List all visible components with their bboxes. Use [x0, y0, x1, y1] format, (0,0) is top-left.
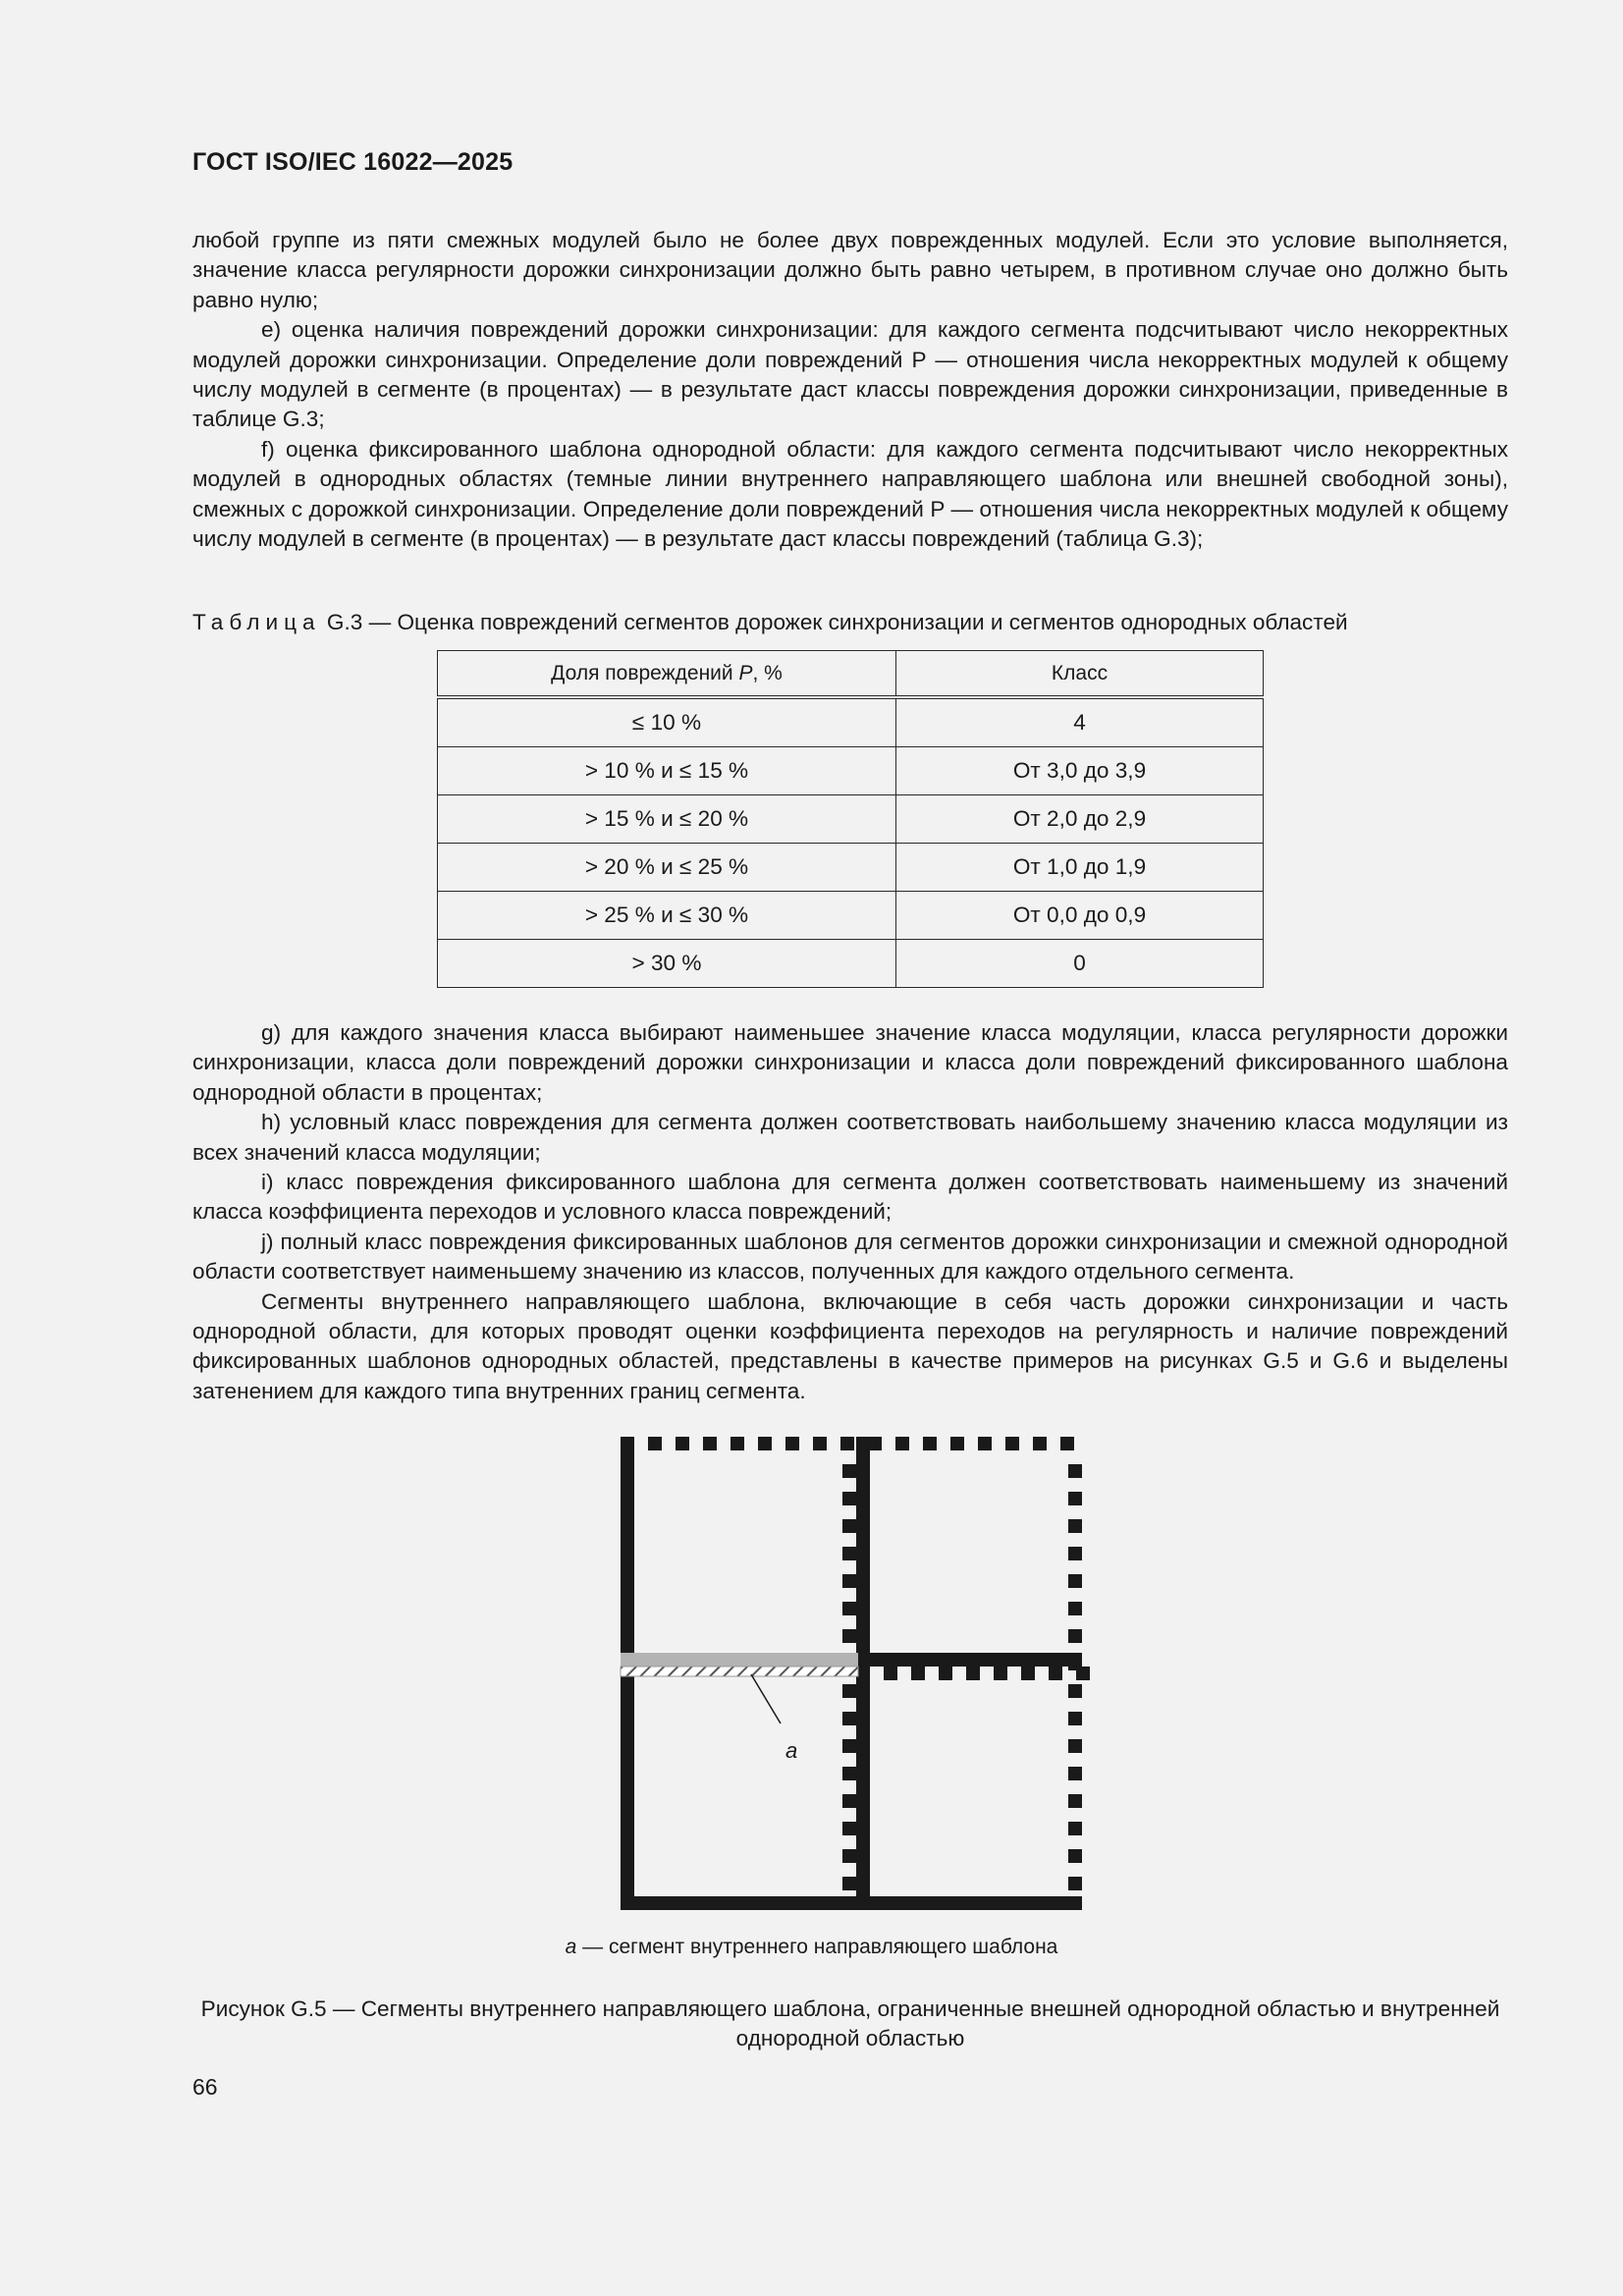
timing-module — [1068, 1464, 1082, 1478]
cell-share: > 15 % и ≤ 20 % — [438, 795, 896, 844]
timing-module — [1068, 1794, 1082, 1808]
cell-class: 0 — [896, 940, 1264, 988]
timing-module — [911, 1667, 925, 1680]
top-timing-pattern — [621, 1437, 1074, 1450]
timing-module — [1068, 1877, 1082, 1890]
paragraph-item-j: j) полный класс повреждения фиксированных шаблонов для сегментов дорожки синхронизации и смежной однородной области соответствует наименьшему значению из классов, полученных для каждого отдельного сегмента. — [192, 1229, 1508, 1285]
timing-module — [1076, 1667, 1090, 1680]
damage-class-table — [437, 650, 1264, 988]
timing-module — [842, 1822, 856, 1835]
cell-class: 4 — [896, 697, 1264, 747]
table-row — [438, 747, 1264, 795]
text-block-top — [192, 226, 1508, 554]
cell-share: > 25 % и ≤ 30 % — [438, 892, 896, 940]
center-horizontal-solid-line — [856, 1653, 1082, 1667]
timing-module — [994, 1667, 1007, 1680]
shaded-segment — [621, 1653, 858, 1676]
timing-module — [1068, 1574, 1082, 1588]
timing-module — [842, 1767, 856, 1780]
timing-module — [1060, 1437, 1074, 1450]
timing-module — [730, 1437, 744, 1450]
timing-module — [1068, 1629, 1082, 1643]
timing-module — [842, 1602, 856, 1615]
table-row — [438, 697, 1264, 747]
timing-module — [1068, 1684, 1082, 1698]
timing-module — [1068, 1547, 1082, 1560]
timing-module — [842, 1519, 856, 1533]
timing-module — [1068, 1712, 1082, 1725]
figure-caption: Рисунок G.5 — Сегменты внутреннего направляющего шаблона, ограниченные внешней однородной областью и внутренней однородной областью — [200, 1996, 1500, 2050]
cell-class: От 2,0 до 2,9 — [896, 795, 1264, 844]
timing-module — [895, 1437, 909, 1450]
document-header: ГОСТ ISO/IEC 16022—2025 — [192, 148, 514, 176]
timing-module — [840, 1437, 854, 1450]
timing-module — [842, 1684, 856, 1698]
timing-module — [1068, 1849, 1082, 1863]
paragraph-item-h: h) условный класс повреждения для сегмента должен соответствовать наибольшему значению класса модуляции из всех значений класса модуляции; — [192, 1110, 1508, 1165]
cell-share: > 30 % — [438, 940, 896, 988]
table-caption-title: G.3 — Оценка повреждений сегментов дорожек синхронизации и сегментов однородных областей — [326, 610, 1348, 634]
timing-module — [1068, 1602, 1082, 1615]
paragraph-item-e: e) оценка наличия повреждений дорожки синхронизации: для каждого сегмента подсчитывают число некорректных модулей дорожки синхронизации. Определение доли повреждений P — отношения числа некорректных модулей к общему числу модулей в сегменте (в процентах) — в результате даст классы повреждения дорожки синхронизации, приведенные в таблице G.3; — [192, 317, 1508, 432]
timing-module — [842, 1794, 856, 1808]
timing-module — [1005, 1437, 1019, 1450]
table-row — [438, 844, 1264, 892]
figure-legend: a — сегмент внутреннего направляющего шаблона — [565, 1936, 1058, 1958]
paragraph-item-g: g) для каждого значения класса выбирают наименьшее значение класса модуляции, класса регулярности дорожки синхронизации, класса доли повреждений дорожки синхронизации и класса доли повреждений фиксированного шаблона однородной области в процентах; — [192, 1020, 1508, 1105]
segment-label-a: a — [785, 1738, 798, 1763]
cell-share: > 10 % и ≤ 15 % — [438, 747, 896, 795]
timing-module — [842, 1712, 856, 1725]
center-vertical-timing-pattern — [842, 1464, 856, 1890]
cell-class: От 1,0 до 1,9 — [896, 844, 1264, 892]
timing-module — [842, 1547, 856, 1560]
timing-module — [676, 1437, 689, 1450]
timing-module — [648, 1437, 662, 1450]
timing-module — [950, 1437, 964, 1450]
timing-module — [939, 1667, 952, 1680]
paragraph-segments: Сегменты внутреннего направляющего шаблона, включающие в себя часть дорожки синхронизации и часть однородной области, для которых проводят оценки коэффициента переходов на регулярность и наличие повреждений фиксированных шаблонов однородных областей, представлены в качестве примеров на рисунках G.5 и G.6 и выделены затенением для каждого типа внутренних границ сегмента. — [192, 1288, 1508, 1403]
table-row — [438, 795, 1264, 844]
text-block-bottom — [192, 1018, 1508, 1406]
timing-module — [1068, 1767, 1082, 1780]
center-horizontal-timing-pattern — [884, 1667, 1090, 1680]
timing-module — [1049, 1667, 1062, 1680]
segment-leader-line — [751, 1674, 781, 1723]
table-row — [438, 940, 1264, 988]
paragraph-item-i: i) класс повреждения фиксированного шаблона для сегмента должен соответствовать наименьшему из значений класса коэффициента переходов и условного класса повреждений; — [192, 1170, 1508, 1225]
cell-class: От 3,0 до 3,9 — [896, 747, 1264, 795]
column-header-class: Класс — [896, 651, 1264, 698]
timing-module — [884, 1667, 897, 1680]
cell-class: От 0,0 до 0,9 — [896, 892, 1264, 940]
cell-share: ≤ 10 % — [438, 697, 896, 747]
timing-module — [1033, 1437, 1047, 1450]
timing-module — [1068, 1519, 1082, 1533]
finder-pattern-figure — [609, 1429, 1100, 1920]
timing-module — [978, 1437, 992, 1450]
timing-module — [842, 1877, 856, 1890]
timing-module — [1068, 1822, 1082, 1835]
timing-module — [842, 1739, 856, 1753]
timing-module — [621, 1437, 634, 1450]
timing-module — [842, 1629, 856, 1643]
table-header-row — [438, 651, 1264, 698]
table-row — [438, 892, 1264, 940]
table-caption-word: Таблица — [192, 610, 321, 634]
column-header-share: Доля повреждений P, % — [438, 651, 896, 698]
page-number: 66 — [192, 2074, 218, 2100]
timing-module — [842, 1849, 856, 1863]
cell-share: > 20 % и ≤ 25 % — [438, 844, 896, 892]
paragraph: любой группе из пяти смежных модулей было не более двух поврежденных модулей. Если это условие выполняется, значение класса регулярности дорожки синхронизации должно быть равно четырем, в противном случае оно должно быть равно нулю; — [192, 228, 1508, 312]
timing-module — [966, 1667, 980, 1680]
timing-module — [842, 1492, 856, 1505]
bottom-solid-line — [621, 1896, 1082, 1910]
timing-module — [813, 1437, 827, 1450]
timing-module — [923, 1437, 937, 1450]
timing-module — [1068, 1739, 1082, 1753]
table-caption — [192, 610, 1348, 635]
timing-module — [842, 1464, 856, 1478]
timing-module — [1021, 1667, 1035, 1680]
paragraph-item-f: f) оценка фиксированного шаблона однородной области: для каждого сегмента подсчитывают число некорректных модулей в однородных областях (темные линии внутреннего направляющего шаблона или внешней свободной зоны), смежных с дорожкой синхронизации. Определение доли повреждений P — отношения числа некорректных модулей к общему числу модулей в сегменте (в процентах) — в результате даст классы повреждений (таблица G.3); — [192, 436, 1508, 552]
timing-module — [785, 1437, 799, 1450]
timing-module — [842, 1574, 856, 1588]
timing-module — [1068, 1492, 1082, 1505]
timing-module — [758, 1437, 772, 1450]
timing-module — [703, 1437, 717, 1450]
timing-module — [868, 1437, 882, 1450]
